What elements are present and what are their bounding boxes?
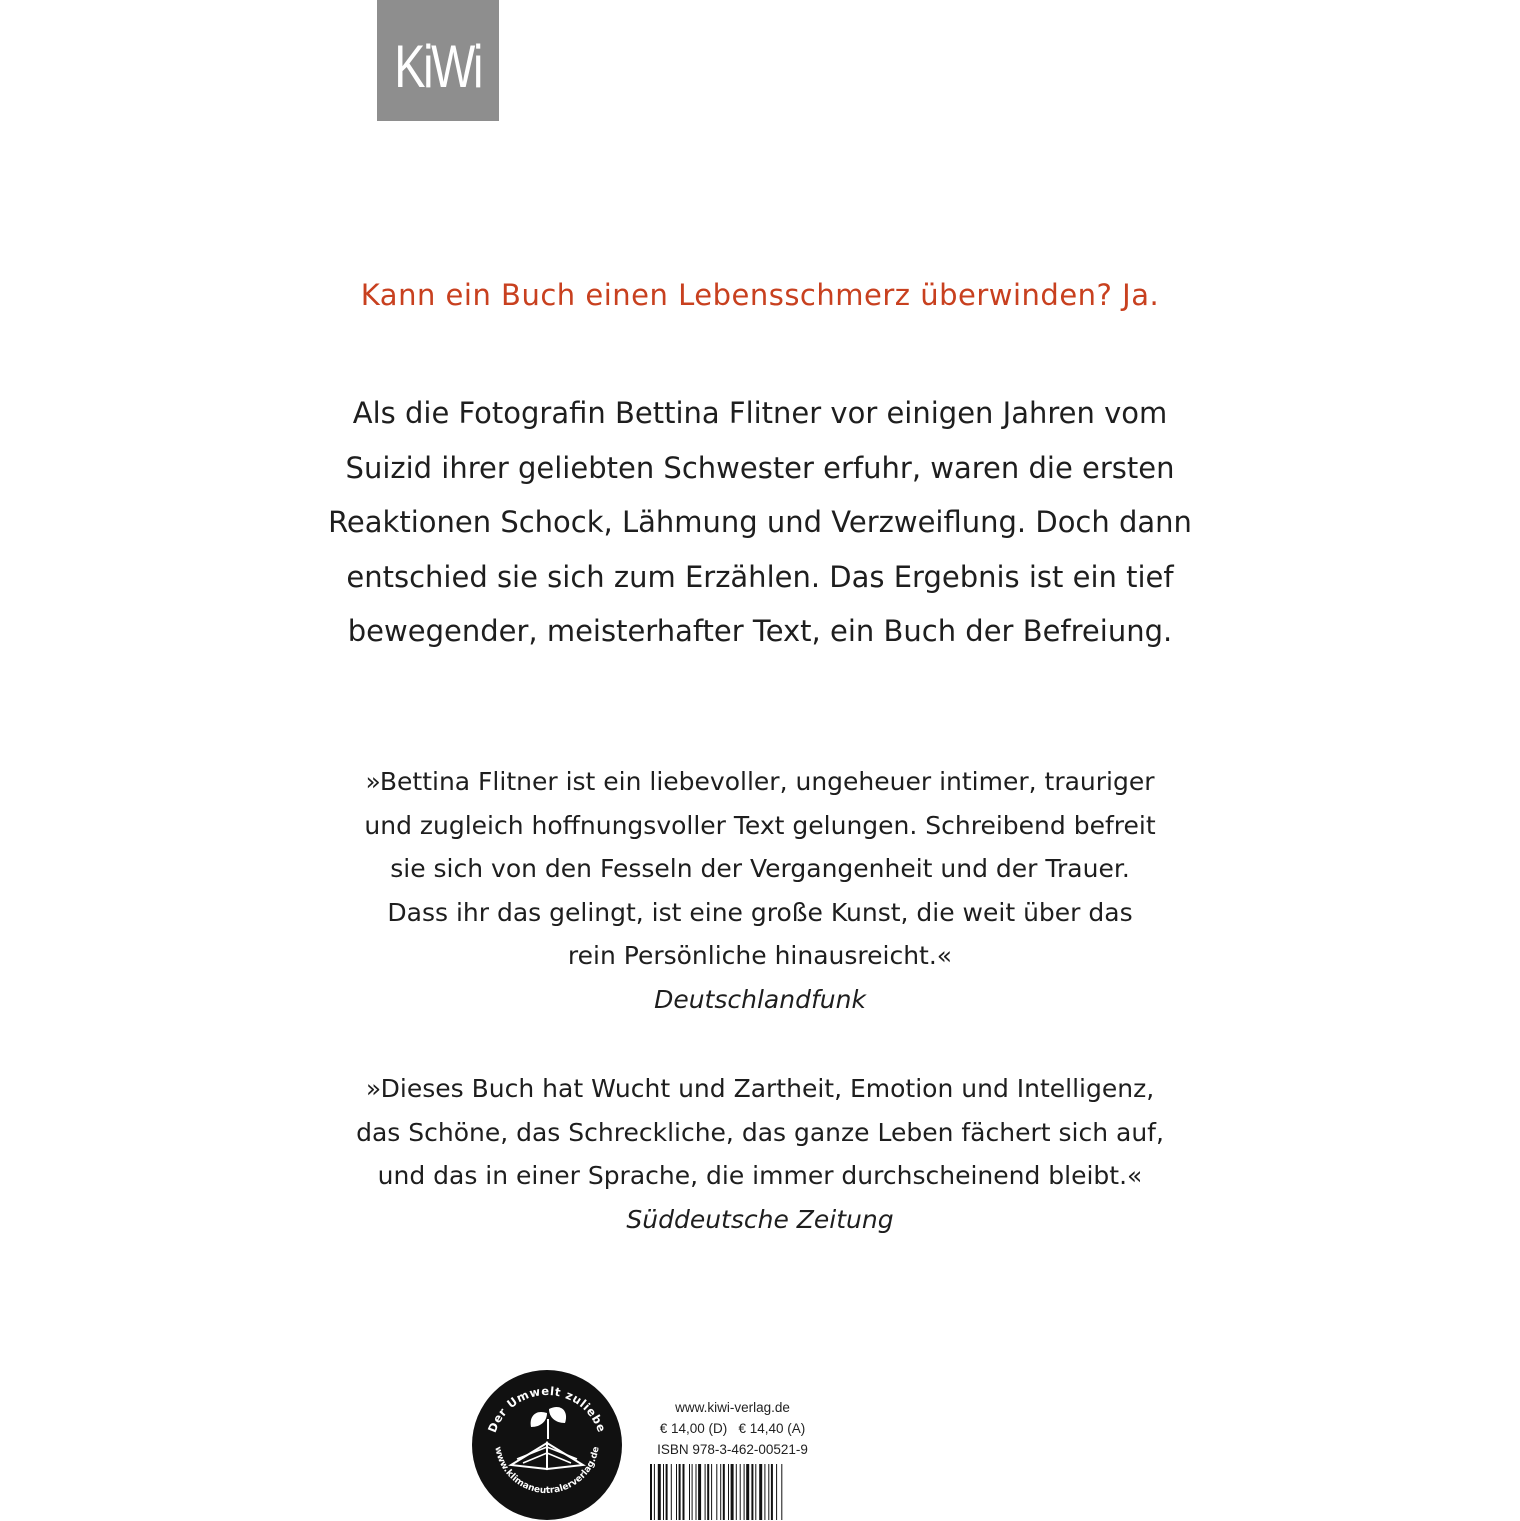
- blurb-line: entschied sie sich zum Erzählen. Das Ergebnis ist ein tief: [346, 559, 1174, 594]
- barcode-bar: [728, 1464, 729, 1520]
- barcode: [650, 1464, 861, 1520]
- barcode-bar: [707, 1464, 709, 1520]
- quote-source: Süddeutsche Zeitung: [626, 1204, 894, 1234]
- barcode-bar: [755, 1464, 756, 1520]
- quote-source: Deutschlandfunk: [654, 984, 866, 1014]
- blurb-line: Reaktionen Schock, Lähmung und Verzweiflung. Doch dann: [328, 505, 1192, 539]
- barcode-bar: [671, 1464, 672, 1520]
- barcode-bar: [705, 1464, 706, 1520]
- barcode-bar: [736, 1464, 737, 1520]
- barcode-bar: [689, 1464, 690, 1520]
- publisher-logo: [377, 0, 499, 121]
- barcode-bar: [751, 1464, 753, 1520]
- price-info: € 14,00 (D) € 14,40 (A): [659, 1421, 806, 1436]
- barcode-bar: [663, 1464, 664, 1520]
- barcode-bar: [781, 1464, 782, 1520]
- quote-line: Dass ihr das gelingt, ist eine große Kunst, die weit über das: [387, 897, 1133, 927]
- blurb-line: Als die Fotografin Bettina Flitner vor einigen Jahren vom: [352, 396, 1168, 430]
- barcode-bar: [720, 1464, 721, 1520]
- quote-line: und zugleich hoffnungsvoller Text gelungen. Schreibend befreit: [364, 810, 1156, 840]
- quote-line: »Dieses Buch hat Wucht und Zartheit, Emotion und Intelligenz,: [365, 1074, 1155, 1103]
- website-link: www.kiwi-verlag.de: [675, 1400, 790, 1415]
- barcode-bar: [776, 1464, 777, 1520]
- barcode-bar: [654, 1464, 655, 1520]
- review-quote-1: [0, 760, 1520, 1022]
- barcode-bar: [746, 1464, 749, 1520]
- blurb-line: Suizid ihrer geliebten Schwester erfuhr, waren die ersten: [345, 450, 1175, 485]
- barcode-bar: [744, 1464, 745, 1520]
- blurb: [0, 386, 1520, 659]
- seal-top-text: Der Umwelt zuliebe: [484, 1383, 610, 1435]
- tagline: Kann ein Buch einen Lebensschmerz überwinden? Ja.: [360, 278, 1160, 312]
- barcode-bar: [711, 1464, 712, 1520]
- barcode-bar: [731, 1464, 734, 1520]
- blurb-line: bewegender, meisterhafter Text, ein Buch der Befreiung.: [347, 614, 1173, 648]
- barcode-bar: [768, 1464, 769, 1520]
- barcode-bar: [683, 1464, 685, 1520]
- barcode-bar: [679, 1464, 681, 1520]
- isbn: ISBN 978-3-462-00521-9: [657, 1442, 808, 1457]
- barcode-bar: [696, 1464, 697, 1520]
- quote-line: rein Persönliche hinausreicht.«: [567, 941, 953, 971]
- barcode-bar: [666, 1464, 668, 1520]
- book-meta: [630, 1397, 835, 1460]
- barcode-bar: [650, 1464, 652, 1520]
- barcode-bar: [740, 1464, 741, 1520]
- publisher-logo-text: KiWi: [394, 33, 482, 100]
- barcode-bar: [771, 1464, 773, 1520]
- quote-line: und das in einer Sprache, die immer durchscheinend bleibt.«: [377, 1161, 1143, 1191]
- review-quote-2: [0, 1067, 1520, 1241]
- barcode-bar: [716, 1464, 717, 1520]
- seal-bottom-text: www.klimaneutralerverlag.de: [492, 1445, 602, 1497]
- eco-seal: [471, 1369, 623, 1521]
- barcode-bar: [658, 1464, 661, 1520]
- barcode-bar: [676, 1464, 677, 1520]
- quote-line: das Schöne, das Schreckliche, das ganze Leben fächert sich auf,: [356, 1117, 1164, 1147]
- barcode-bar: [698, 1464, 701, 1520]
- barcode-bar: [723, 1464, 725, 1520]
- quote-line: »Bettina Flitner ist ein liebevoller, ungeheuer intimer, trauriger: [365, 767, 1155, 796]
- barcode-bar: [764, 1464, 765, 1520]
- quote-line: sie sich von den Fesseln der Vergangenheit und der Trauer.: [390, 854, 1130, 884]
- barcode-bar: [759, 1464, 762, 1520]
- barcode-bar: [692, 1464, 693, 1520]
